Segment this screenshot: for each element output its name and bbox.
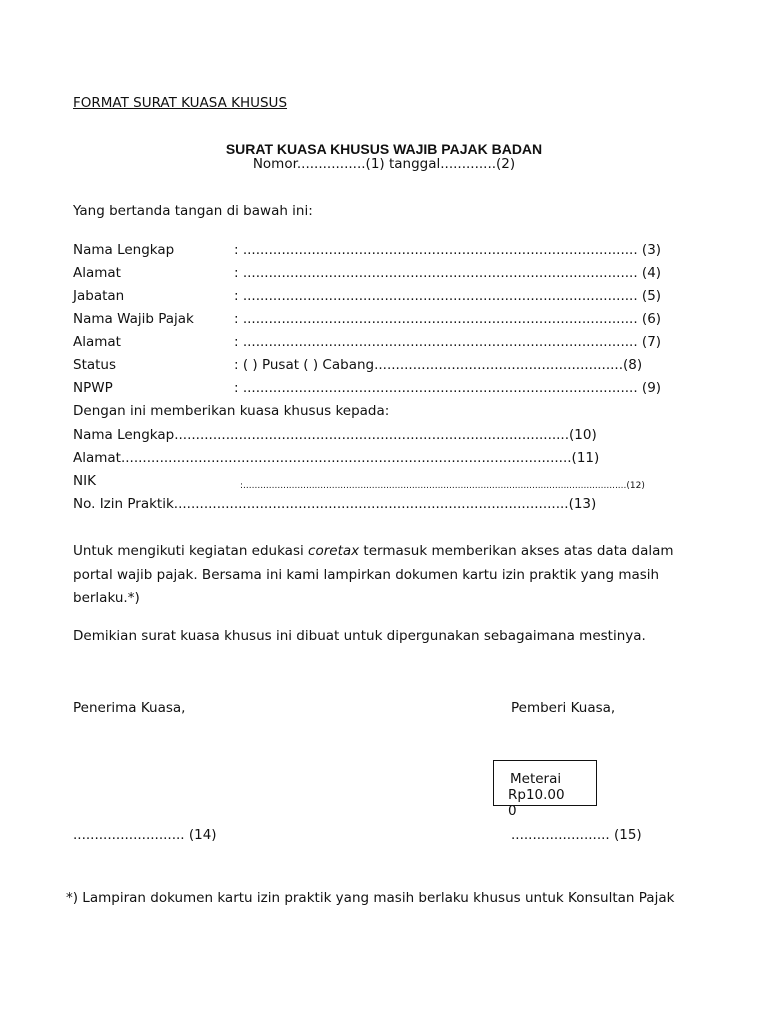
body-paragraph-1-part1: Untuk mengikuti kegiatan edukasi — [73, 543, 309, 559]
stamp-line-3: 0 — [508, 803, 517, 819]
body-paragraph-1-part2: termasuk memberikan akses atas data dalam portal wajib pajak. Bersama ini kami lampirkan dokumen kartu izin praktik yang masih berlaku.*) — [73, 543, 674, 606]
grantee-nik-dots: :......................................................................................................................................(12) — [240, 481, 645, 491]
field-value-nama-wajib-pajak: : ............................................................................................ (6) — [234, 311, 662, 327]
field-value-nama-lengkap: : ............................................................................................ (3) — [234, 242, 662, 258]
field-value-alamat: : ............................................................................................ (4) — [234, 265, 662, 281]
giver-signature-line: ....................... (15) — [511, 827, 642, 843]
grantee-nik-value — [240, 476, 645, 492]
field-value-alamat-wp: : ............................................................................................ (7) — [234, 334, 662, 350]
field-label-nama-lengkap: Nama Lengkap — [73, 242, 175, 258]
grantee-izin-praktik: No. Izin Praktik............................................................................................(13) — [73, 496, 597, 512]
grantee-alamat: Alamat.........................................................................................................(11) — [73, 450, 600, 466]
body-paragraph-2: Demikian surat kuasa khusus ini dibuat untuk dipergunakan sebagaimana mestinya. — [73, 628, 646, 644]
stamp-line-1: Meterai — [510, 771, 562, 787]
receiver-label: Penerima Kuasa, — [73, 700, 186, 716]
receiver-signature-line: .......................... (14) — [73, 827, 217, 843]
letter-title: SURAT KUASA KHUSUS WAJIB PAJAK BADAN — [225, 141, 543, 157]
field-label-alamat-wp: Alamat — [73, 334, 121, 350]
grant-intro-text: Dengan ini memberikan kuasa khusus kepada: — [73, 403, 390, 419]
field-label-status: Status — [73, 357, 117, 373]
grantee-nama-lengkap: Nama Lengkap............................................................................................(10) — [73, 427, 597, 443]
footnote: *) Lampiran dokumen kartu izin praktik yang masih berlaku khusus untuk Konsultan Pajak — [66, 890, 675, 906]
field-value-jabatan: : ............................................................................................ (5) — [234, 288, 662, 304]
giver-label: Pemberi Kuasa, — [511, 700, 616, 716]
field-label-alamat: Alamat — [73, 265, 121, 281]
field-label-jabatan: Jabatan — [73, 288, 125, 304]
body-paragraph-1-italic: coretax — [308, 543, 360, 559]
letter-number-line: Nomor................(1) tanggal.............(2) — [252, 156, 516, 172]
intro-text: Yang bertanda tangan di bawah ini: — [73, 203, 313, 219]
field-label-nama-wajib-pajak: Nama Wajib Pajak — [73, 311, 194, 327]
stamp-line-2: Rp10.00 — [508, 787, 565, 803]
grantee-nik-label: NIK — [73, 473, 96, 489]
field-label-npwp: NPWP — [73, 380, 113, 396]
body-paragraph-1 — [73, 540, 713, 611]
field-value-npwp: : ............................................................................................ (9) — [234, 380, 662, 396]
field-value-status: : ( ) Pusat ( ) Cabang..........................................................(8) — [234, 357, 643, 373]
stamp-box — [493, 760, 597, 819]
document-heading: FORMAT SURAT KUASA KHUSUS — [73, 95, 288, 111]
